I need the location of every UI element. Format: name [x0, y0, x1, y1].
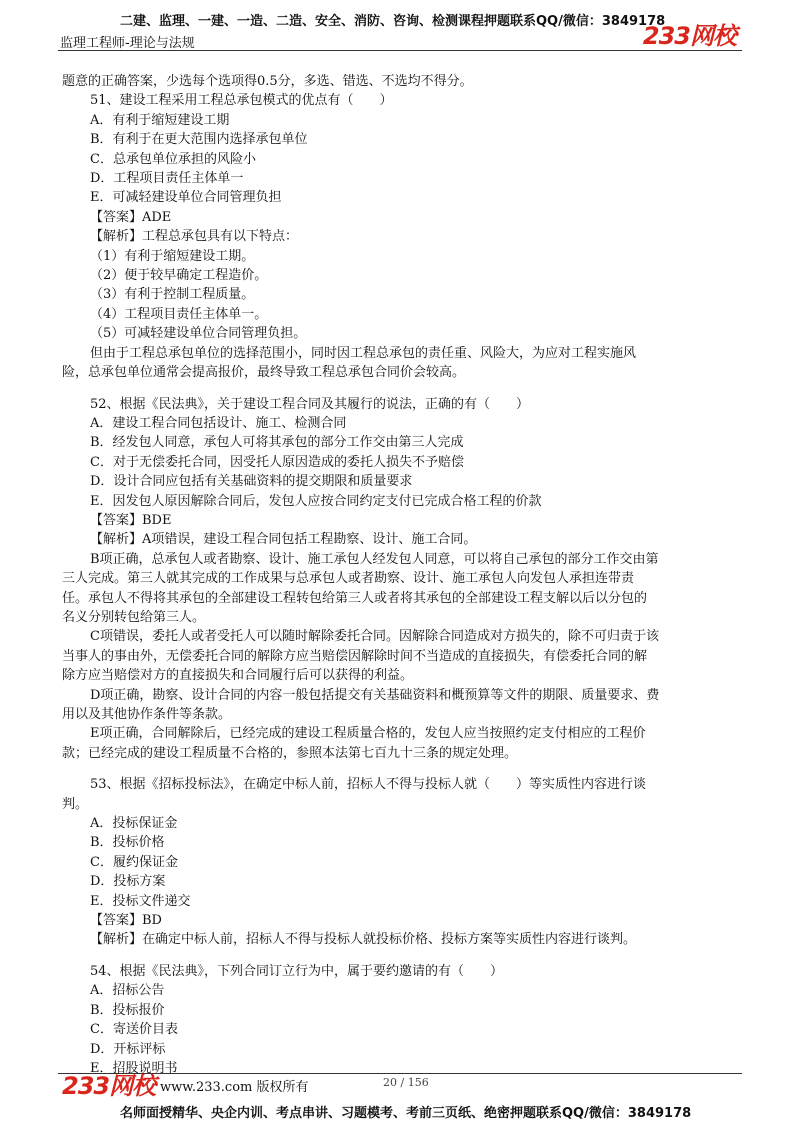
text-line: B．投标报价 — [90, 1002, 165, 1018]
text-line: 当事人的事由外，无偿委托合同的解除方应当赔偿因解除时间不当造成的直接损失，有偿委托合同的解 — [62, 648, 648, 664]
text-line: C．寄送价目表 — [90, 1022, 178, 1038]
page-number: 20 / 156 — [383, 1076, 429, 1089]
footer-copyright: www.233.com 版权所有 — [160, 1080, 309, 1095]
text-line: 54、根据《民法典》，下列合同订立行为中，属于要约邀请的有（ ） — [90, 963, 504, 979]
text-line: B．经发包人同意，承包人可将其承包的部分工作交由第三人完成 — [90, 435, 464, 451]
footer-brand-logo: 233网校 — [62, 1072, 156, 1100]
document-body — [62, 72, 730, 1078]
paragraph-gap — [90, 383, 730, 395]
document-subtitle: 监理工程师-理论与法规 — [60, 36, 195, 51]
text-line: 任。承包人不得将其承包的全部建设工程转包给第三人或者将其承包的全部建设工程支解以后以分包的 — [62, 590, 648, 606]
brand-logo: 233网校 — [642, 22, 736, 50]
text-line: E项正确，合同解除后，已经完成的建设工程质量合格的，发包人应当按照约定支付相应的工程价 — [90, 726, 646, 742]
text-line: 53、根据《招标投标法》，在确定中标人前，招标人不得与投标人就（ ）等实质性内容进行谈 — [90, 777, 647, 793]
text-line: D．工程项目责任主体单一 — [90, 171, 244, 187]
text-line: 险，总承包单位通常会提高报价，最终导致工程总承包合同价会较高。 — [62, 365, 466, 381]
text-line: A．投标保证金 — [90, 816, 178, 832]
text-line: B．投标价格 — [90, 835, 165, 851]
text-line: 但由于工程总承包单位的选择范围小，同时因工程总承包的责任重、风险大，为应对工程实施风 — [90, 345, 637, 361]
text-line: 题意的正确答案，少选每个选项得0.5分，多选、错选、不选均不得分。 — [62, 74, 473, 89]
text-line: E．招股说明书 — [90, 1060, 178, 1076]
text-line: 用以及其他协作条件等条款。 — [62, 707, 232, 722]
text-line: E．投标文件递交 — [90, 893, 191, 909]
paragraph-gap — [90, 763, 730, 775]
text-line: （2）便于较早确定工程造价。 — [90, 268, 268, 284]
text-line: 51、建设工程采用工程总承包模式的优点有（ ） — [90, 93, 393, 109]
text-line: 【解析】工程总承包具有以下特点： — [90, 229, 299, 245]
text-line: （5）可减轻建设单位合同管理负担。 — [90, 326, 307, 342]
text-line: 三人完成。第三人就其完成的工作成果与总承包人或者勘察、设计、施工承包人向发包人承担连带责 — [62, 571, 635, 587]
text-line: 【答案】BDE — [90, 512, 172, 528]
text-line: D项正确，勘察、设计合同的内容一般包括提交有关基础资料和概预算等文件的期限、质量要求、费 — [90, 687, 660, 703]
text-line: 52、根据《民法典》，关于建设工程合同及其履行的说法，正确的有（ ） — [90, 396, 530, 412]
footer-contact-line: 名师面授精华、央企内训、考点串讲、习题模考、考前三页纸、绝密押题联系QQ/微信：3849178 — [120, 1106, 692, 1121]
header-contact-line: 二建、监理、一建、一造、二造、安全、消防、咨询、检测课程押题联系QQ/微信：3849178 — [120, 14, 666, 29]
text-line: 名义分别转包给第三人。 — [62, 609, 206, 625]
text-line: D．开标评标 — [90, 1041, 166, 1057]
text-line: 款；已经完成的建设工程质量不合格的，参照本法第七百九十三条的规定处理。 — [62, 745, 518, 761]
text-line: C．履约保证金 — [90, 854, 178, 870]
text-line: （3）有利于控制工程质量。 — [90, 287, 255, 303]
paragraph-gap — [90, 950, 730, 962]
header-divider — [58, 50, 742, 51]
text-line: （1）有利于缩短建设工期。 — [90, 248, 255, 264]
footer-divider — [58, 1073, 742, 1074]
text-line: D．设计合同应包括有关基础资料的提交期限和质量要求 — [90, 474, 413, 490]
text-line: B．有利于在更大范围内选择承包单位 — [90, 132, 308, 148]
text-line: C项错误，委托人或者受托人可以随时解除委托合同。因解除合同造成对方损失的，除不可归责于该 — [90, 629, 659, 645]
text-line: 【答案】BD — [90, 913, 162, 929]
text-line: A．有利于缩短建设工期 — [90, 112, 230, 128]
text-line: E．因发包人原因解除合同后，发包人应按合同约定支付已完成合格工程的价款 — [90, 493, 542, 509]
text-line: 【答案】ADE — [90, 209, 172, 225]
text-line: 除方应当赔偿对方的直接损失和合同履行后可以获得的利益。 — [62, 668, 414, 684]
text-line: B项正确，总承包人或者勘察、设计、施工承包人经发包人同意，可以将自己承包的部分工作交由第 — [90, 551, 659, 567]
text-line: C．总承包单位承担的风险小 — [90, 151, 256, 167]
text-line: 【解析】A项错误，建设工程合同包括工程勘察、设计、施工合同。 — [90, 532, 477, 548]
text-line: A．建设工程合同包括设计、施工、检测合同 — [90, 415, 347, 431]
text-line: 判。 — [62, 796, 89, 812]
text-line: D．投标方案 — [90, 874, 166, 890]
text-line: 【解析】在确定中标人前，招标人不得与投标人就投标价格、投标方案等实质性内容进行谈判。 — [90, 932, 637, 948]
text-line: E．可减轻建设单位合同管理负担 — [90, 190, 282, 206]
text-line: （4）工程项目责任主体单一。 — [90, 306, 268, 322]
text-line: C．对于无偿委托合同，因受托人原因造成的委托人损失不予赔偿 — [90, 454, 464, 470]
text-line: A．招标公告 — [90, 983, 165, 999]
